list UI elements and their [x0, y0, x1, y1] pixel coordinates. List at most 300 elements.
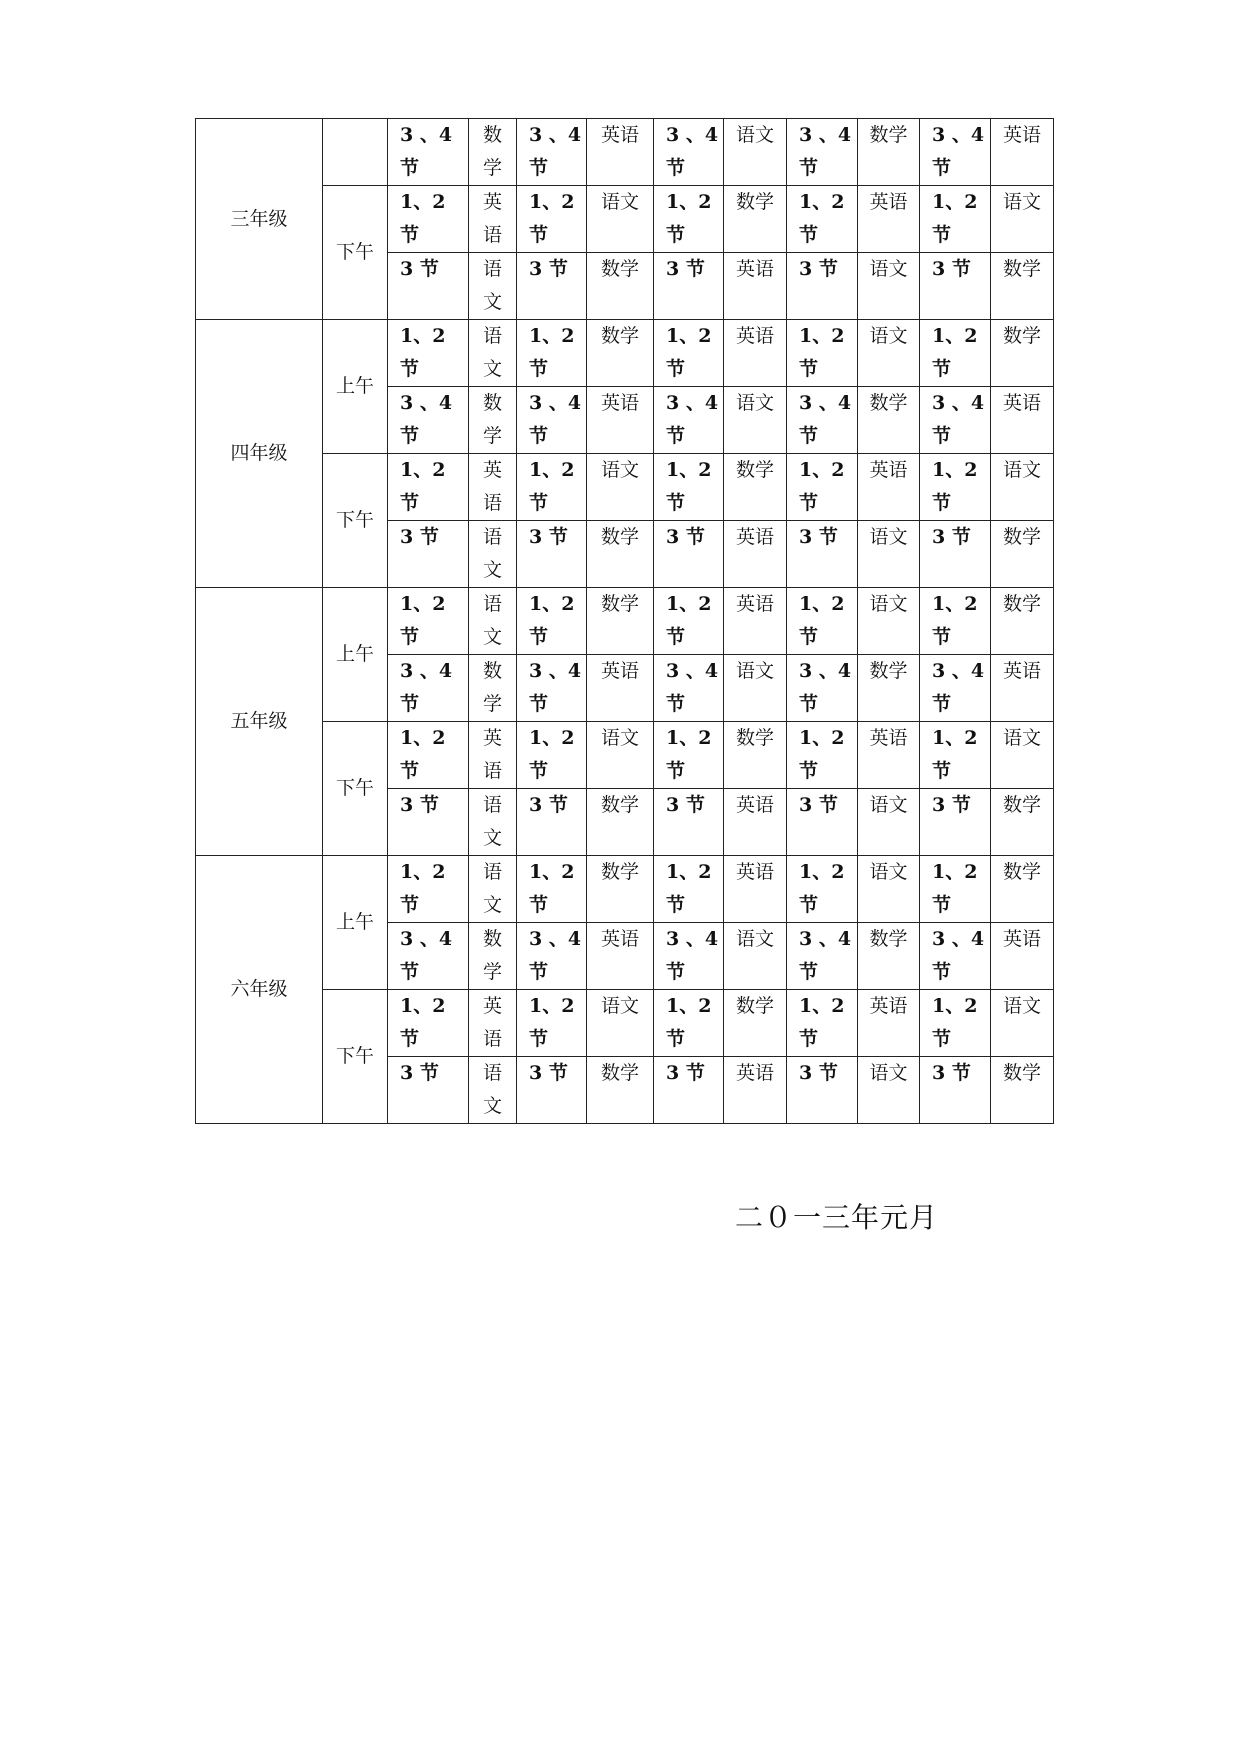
subject-text: 英语 [869, 995, 908, 1017]
period-text: 1、2 [932, 727, 978, 749]
period-cell [388, 722, 469, 789]
period-text: 3 、4 [799, 928, 852, 950]
period-cell [654, 119, 724, 186]
subject-text: 文 [482, 894, 502, 916]
period-text: 1、2 [666, 727, 712, 749]
subject-text: 文 [482, 1095, 502, 1117]
period-text: 1、2 [400, 593, 446, 615]
period-cell [787, 923, 858, 990]
period-cell [654, 990, 724, 1057]
period-cell [388, 990, 469, 1057]
period-text: 1、2 [932, 325, 978, 347]
period-text: 1、2 [529, 191, 575, 213]
subject-cell [724, 856, 787, 923]
subject-cell [587, 119, 654, 186]
session-label: 上午 [323, 588, 388, 722]
period-cell [388, 387, 469, 454]
subject-cell [469, 186, 517, 253]
subject-cell [724, 253, 787, 320]
period-text: 3 节 [799, 258, 838, 280]
subject-cell [724, 1057, 787, 1124]
subject-cell [724, 923, 787, 990]
subject-text: 数学 [735, 727, 774, 749]
subject-cell [991, 990, 1054, 1057]
period-text: 1、2 [400, 325, 446, 347]
subject-cell [469, 454, 517, 521]
period-cell [517, 387, 587, 454]
subject-cell [858, 856, 920, 923]
period-text: 1、2 [932, 459, 978, 481]
subject-text: 数学 [1002, 526, 1041, 548]
subject-cell [858, 923, 920, 990]
subject-text: 英语 [735, 861, 774, 883]
period-text: 节 [932, 492, 952, 514]
period-text: 3 节 [799, 1062, 838, 1084]
period-text: 节 [666, 760, 686, 782]
period-text: 1、2 [529, 593, 575, 615]
period-text: 1、2 [666, 593, 712, 615]
grade-label: 五年级 [196, 588, 323, 856]
period-text: 节 [799, 1028, 819, 1050]
period-cell [920, 990, 991, 1057]
period-text: 节 [529, 157, 549, 179]
subject-text: 语文 [1002, 995, 1041, 1017]
subject-text: 英语 [1002, 660, 1041, 682]
subject-cell [991, 454, 1054, 521]
subject-text: 数学 [1002, 258, 1041, 280]
subject-text: 数学 [869, 928, 908, 950]
period-text: 1、2 [799, 191, 845, 213]
subject-text: 英语 [735, 325, 774, 347]
subject-cell [587, 789, 654, 856]
subject-text: 英语 [869, 191, 908, 213]
period-cell [787, 722, 858, 789]
subject-text: 数学 [1002, 325, 1041, 347]
period-text: 节 [400, 693, 420, 715]
period-text: 3 、4 [666, 660, 719, 682]
subject-text: 语文 [1002, 727, 1041, 749]
subject-text: 数学 [1002, 794, 1041, 816]
subject-text: 数学 [869, 392, 908, 414]
subject-text: 数学 [869, 124, 908, 146]
period-text: 3 节 [932, 526, 971, 548]
period-text: 3 、4 [799, 124, 852, 146]
period-cell [920, 253, 991, 320]
period-text: 节 [529, 224, 549, 246]
period-text: 1、2 [799, 861, 845, 883]
period-cell [388, 923, 469, 990]
period-text: 1、2 [529, 459, 575, 481]
period-text: 1、2 节 [400, 727, 446, 782]
subject-cell [858, 521, 920, 588]
subject-cell [858, 990, 920, 1057]
schedule-table [195, 118, 1054, 1124]
subject-text: 数学 [869, 660, 908, 682]
period-text: 节 [799, 157, 819, 179]
period-cell [517, 655, 587, 722]
period-text: 节 [666, 358, 686, 380]
period-text: 3 、4 [529, 124, 582, 146]
period-cell [388, 1057, 469, 1124]
period-text: 节 [932, 425, 952, 447]
period-text: 3 节 [400, 1062, 439, 1084]
subject-cell [587, 454, 654, 521]
period-text: 3 节 [529, 258, 568, 280]
period-cell [654, 923, 724, 990]
period-text: 1、2 节 [400, 191, 446, 246]
period-cell [787, 387, 858, 454]
session-label: 上午 [323, 320, 388, 454]
subject-cell [991, 119, 1054, 186]
period-text: 3 节 [529, 526, 568, 548]
subject-text: 英语 [600, 660, 639, 682]
period-text: 节 [400, 358, 420, 380]
period-text: 节 [529, 894, 549, 916]
subject-text: 语文 [869, 861, 908, 883]
period-cell [920, 119, 991, 186]
period-text: 节 [799, 425, 819, 447]
period-text: 3 节 [932, 794, 971, 816]
subject-text: 学 [482, 961, 502, 983]
subject-text: 英 [482, 191, 502, 213]
period-cell [388, 119, 469, 186]
subject-text: 数 [482, 124, 502, 146]
period-text: 3 、4 [400, 392, 453, 414]
subject-cell [469, 990, 517, 1057]
subject-text: 数学 [600, 1062, 639, 1084]
period-cell [388, 320, 469, 387]
subject-text: 数学 [735, 191, 774, 213]
subject-cell [469, 923, 517, 990]
period-cell [388, 454, 469, 521]
period-cell [654, 253, 724, 320]
subject-cell [858, 588, 920, 655]
subject-text: 数学 [600, 593, 639, 615]
period-text: 3 节 [400, 794, 439, 816]
period-text: 节 [932, 626, 952, 648]
subject-cell [991, 253, 1054, 320]
period-cell [787, 856, 858, 923]
period-cell [787, 521, 858, 588]
subject-text: 语 [482, 492, 502, 514]
subject-cell [858, 722, 920, 789]
period-text: 1、2 [799, 995, 845, 1017]
period-text: 节 [799, 760, 819, 782]
period-text: 节 [529, 1028, 549, 1050]
period-text: 节 [529, 693, 549, 715]
period-text: 3 、4 [666, 124, 719, 146]
period-cell [388, 253, 469, 320]
period-text: 1、2 [529, 995, 575, 1017]
period-text: 1、2 [932, 593, 978, 615]
subject-text: 数学 [1002, 861, 1041, 883]
period-text: 3 、4 [932, 928, 985, 950]
subject-text: 学 [482, 425, 502, 447]
subject-text: 英 [482, 459, 502, 481]
subject-cell [724, 186, 787, 253]
period-text: 节 [400, 961, 420, 983]
subject-text: 语文 [600, 191, 639, 213]
subject-text: 文 [482, 559, 502, 581]
subject-cell [991, 588, 1054, 655]
subject-text: 英语 [735, 794, 774, 816]
subject-text: 数学 [735, 995, 774, 1017]
grade-label: 四年级 [196, 320, 323, 588]
period-cell [517, 253, 587, 320]
subject-cell [724, 722, 787, 789]
period-text: 1、2 节 [400, 459, 446, 514]
period-text: 节 [799, 492, 819, 514]
subject-cell [991, 856, 1054, 923]
subject-text: 数学 [600, 258, 639, 280]
session-label: 下午 [323, 990, 388, 1124]
subject-cell [587, 387, 654, 454]
subject-text: 英语 [869, 459, 908, 481]
period-text: 节 [666, 693, 686, 715]
subject-text: 英语 [735, 258, 774, 280]
period-text: 3 节 [666, 794, 705, 816]
period-text: 3 、4 [666, 928, 719, 950]
period-cell [920, 722, 991, 789]
subject-cell [858, 119, 920, 186]
period-text: 3 节 [529, 794, 568, 816]
subject-text: 英语 [735, 526, 774, 548]
period-cell [388, 789, 469, 856]
period-cell [787, 320, 858, 387]
period-text: 1、2 [400, 861, 446, 883]
subject-cell [724, 320, 787, 387]
subject-text: 语文 [869, 593, 908, 615]
subject-text: 学 [482, 693, 502, 715]
period-text: 节 [799, 693, 819, 715]
period-cell [517, 454, 587, 521]
period-cell [517, 856, 587, 923]
subject-text: 语 [482, 593, 502, 615]
subject-text: 英语 [735, 593, 774, 615]
subject-text: 语文 [600, 459, 639, 481]
subject-text: 英 [482, 995, 502, 1017]
period-text: 1、2 [932, 191, 978, 213]
session-label [323, 119, 388, 186]
period-cell [654, 521, 724, 588]
subject-cell [724, 454, 787, 521]
period-cell [920, 1057, 991, 1124]
period-text: 1、2 [666, 861, 712, 883]
period-cell [787, 454, 858, 521]
period-text: 节 [666, 894, 686, 916]
subject-text: 语 [482, 794, 502, 816]
period-text: 节 [799, 894, 819, 916]
subject-cell [858, 253, 920, 320]
period-cell [517, 1057, 587, 1124]
period-text: 节 [400, 157, 420, 179]
subject-text: 数学 [600, 861, 639, 883]
table-row [196, 856, 1054, 923]
period-text: 1、2 [799, 459, 845, 481]
period-cell [517, 722, 587, 789]
subject-text: 语 [482, 526, 502, 548]
subject-text: 语 [482, 1028, 502, 1050]
period-text: 3 、4 [400, 928, 453, 950]
period-text: 1、2 [799, 325, 845, 347]
subject-cell [858, 655, 920, 722]
subject-cell [991, 789, 1054, 856]
period-text: 3 、4 [529, 928, 582, 950]
period-text: 1、2 [666, 995, 712, 1017]
period-text: 1、2 [529, 861, 575, 883]
subject-cell [469, 655, 517, 722]
footer-date: 二０一三年元月 [735, 1201, 939, 1234]
subject-text: 语 [482, 325, 502, 347]
subject-text: 数 [482, 392, 502, 414]
period-text: 节 [666, 961, 686, 983]
period-text: 1、2 [799, 593, 845, 615]
period-cell [388, 186, 469, 253]
period-cell [787, 990, 858, 1057]
period-cell [517, 320, 587, 387]
period-text: 1、2 [666, 325, 712, 347]
subject-text: 语文 [869, 258, 908, 280]
subject-text: 英语 [735, 1062, 774, 1084]
period-text: 1、2 节 [400, 995, 446, 1050]
period-text: 节 [932, 157, 952, 179]
period-text: 1、2 [932, 861, 978, 883]
table-row [196, 119, 1054, 186]
period-cell [517, 923, 587, 990]
period-cell [654, 655, 724, 722]
period-text: 节 [932, 224, 952, 246]
subject-cell [724, 588, 787, 655]
period-cell [920, 923, 991, 990]
subject-cell [587, 990, 654, 1057]
period-cell [920, 387, 991, 454]
period-cell [517, 990, 587, 1057]
period-cell [654, 320, 724, 387]
period-text: 3 、4 [529, 392, 582, 414]
period-cell [654, 186, 724, 253]
period-cell [517, 521, 587, 588]
period-text: 节 [799, 961, 819, 983]
subject-cell [587, 588, 654, 655]
period-text: 1、2 [666, 459, 712, 481]
period-cell [920, 789, 991, 856]
subject-cell [587, 320, 654, 387]
period-text: 节 [529, 492, 549, 514]
period-text: 节 [932, 894, 952, 916]
period-text: 节 [932, 358, 952, 380]
period-text: 3 、4 [932, 124, 985, 146]
period-text: 1、2 [529, 325, 575, 347]
subject-cell [469, 119, 517, 186]
subject-text: 语文 [869, 325, 908, 347]
period-cell [388, 856, 469, 923]
period-cell [654, 856, 724, 923]
subject-text: 数 [482, 660, 502, 682]
period-text: 3 节 [799, 794, 838, 816]
period-text: 节 [666, 224, 686, 246]
period-text: 节 [932, 961, 952, 983]
period-text: 节 [799, 358, 819, 380]
subject-cell [469, 521, 517, 588]
subject-text: 数学 [1002, 593, 1041, 615]
subject-cell [991, 655, 1054, 722]
subject-cell [991, 387, 1054, 454]
subject-cell [858, 387, 920, 454]
subject-cell [724, 521, 787, 588]
subject-cell [469, 253, 517, 320]
period-text: 1、2 [799, 727, 845, 749]
subject-cell [724, 655, 787, 722]
period-text: 1、2 [932, 995, 978, 1017]
period-text: 3 、4 [400, 124, 453, 146]
subject-text: 英语 [1002, 392, 1041, 414]
subject-text: 语 [482, 760, 502, 782]
subject-cell [469, 588, 517, 655]
period-cell [517, 119, 587, 186]
period-text: 节 [400, 894, 420, 916]
subject-text: 文 [482, 291, 502, 313]
period-text: 节 [529, 358, 549, 380]
subject-cell [587, 655, 654, 722]
period-cell [654, 454, 724, 521]
period-cell [654, 1057, 724, 1124]
period-cell [787, 253, 858, 320]
subject-cell [724, 387, 787, 454]
session-label: 下午 [323, 722, 388, 856]
subject-text: 英语 [600, 124, 639, 146]
period-cell [388, 588, 469, 655]
period-cell [920, 655, 991, 722]
subject-text: 文 [482, 358, 502, 380]
period-text: 节 [400, 425, 420, 447]
subject-text: 数学 [600, 325, 639, 347]
period-cell [920, 320, 991, 387]
subject-text: 英 [482, 727, 502, 749]
subject-text: 语文 [1002, 191, 1041, 213]
period-text: 3 、4 [529, 660, 582, 682]
period-cell [787, 789, 858, 856]
subject-cell [469, 789, 517, 856]
period-text: 3 、4 [799, 392, 852, 414]
subject-text: 数 [482, 928, 502, 950]
period-text: 节 [932, 693, 952, 715]
period-text: 3 、4 [932, 392, 985, 414]
period-text: 节 [529, 961, 549, 983]
subject-text: 语文 [735, 392, 774, 414]
subject-cell [469, 320, 517, 387]
period-text: 3 、4 [666, 392, 719, 414]
session-label: 上午 [323, 856, 388, 990]
period-cell [920, 454, 991, 521]
subject-cell [469, 722, 517, 789]
subject-text: 语文 [600, 995, 639, 1017]
subject-text: 语文 [869, 1062, 908, 1084]
period-cell [787, 119, 858, 186]
subject-cell [469, 1057, 517, 1124]
session-label: 下午 [323, 186, 388, 320]
period-cell [920, 588, 991, 655]
period-text: 节 [400, 626, 420, 648]
period-text: 节 [799, 224, 819, 246]
period-text: 3 节 [932, 1062, 971, 1084]
grade-label: 三年级 [196, 119, 323, 320]
period-cell [787, 655, 858, 722]
subject-cell [858, 789, 920, 856]
subject-text: 英语 [1002, 928, 1041, 950]
subject-text: 语文 [869, 794, 908, 816]
subject-text: 语 [482, 861, 502, 883]
period-cell [654, 789, 724, 856]
